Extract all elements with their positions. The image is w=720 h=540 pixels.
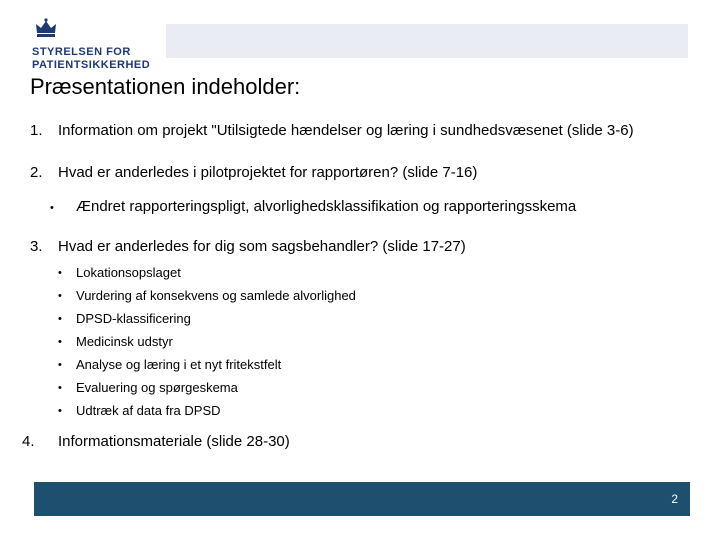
item-number: 4. xyxy=(22,433,35,450)
bullet-icon: • xyxy=(58,336,62,348)
sub-list-item: Udtræk af data fra DPSD xyxy=(76,403,221,418)
bullet-icon: • xyxy=(50,202,54,214)
slide-title: Præsentationen indeholder: xyxy=(30,74,301,99)
list-item: Informationsmateriale (slide 28-30) xyxy=(58,433,290,450)
sub-list-item: Evaluering og spørgeskema xyxy=(76,380,238,395)
sub-list-item: Ændret rapporteringspligt, alvorlighedsklassifikation og rapporteringsskema xyxy=(76,198,577,215)
crown-icon xyxy=(34,18,58,38)
sub-list-item: Medicinsk udstyr xyxy=(76,334,173,349)
logo-text-line2: PATIENTSIKKERHED xyxy=(32,59,151,71)
list-item: Hvad er anderledes for dig som sagsbehandler? (slide 17-27) xyxy=(58,238,466,255)
bullet-icon: • xyxy=(58,267,62,279)
item-number: 1. xyxy=(30,122,43,139)
bullet-icon: • xyxy=(58,359,62,371)
sub-list-item: Vurdering af konsekvens og samlede alvorlighed xyxy=(76,288,356,303)
bullet-icon: • xyxy=(58,313,62,325)
list-item: Information om projekt "Utilsigtede hændelser og læring i sundhedsvæsenet (slide 3-6) xyxy=(58,122,634,139)
bullet-icon: • xyxy=(58,382,62,394)
logo-text-line1: STYRELSEN FOR xyxy=(32,46,131,58)
list-item: Hvad er anderledes i pilotprojektet for rapportøren? (slide 7-16) xyxy=(58,164,478,181)
sub-list-item: Analyse og læring i et nyt fritekstfelt xyxy=(76,357,282,372)
item-number: 3. xyxy=(30,238,43,255)
bullet-icon: • xyxy=(58,405,62,417)
logo xyxy=(28,16,168,71)
bullet-icon: • xyxy=(58,290,62,302)
page-number: 2 xyxy=(671,492,678,506)
sub-list-item: Lokationsopslaget xyxy=(76,265,181,280)
header-bar xyxy=(166,24,688,58)
sub-list-item: DPSD-klassificering xyxy=(76,311,191,326)
item-number: 2. xyxy=(30,164,43,181)
footer-bar xyxy=(34,482,690,516)
